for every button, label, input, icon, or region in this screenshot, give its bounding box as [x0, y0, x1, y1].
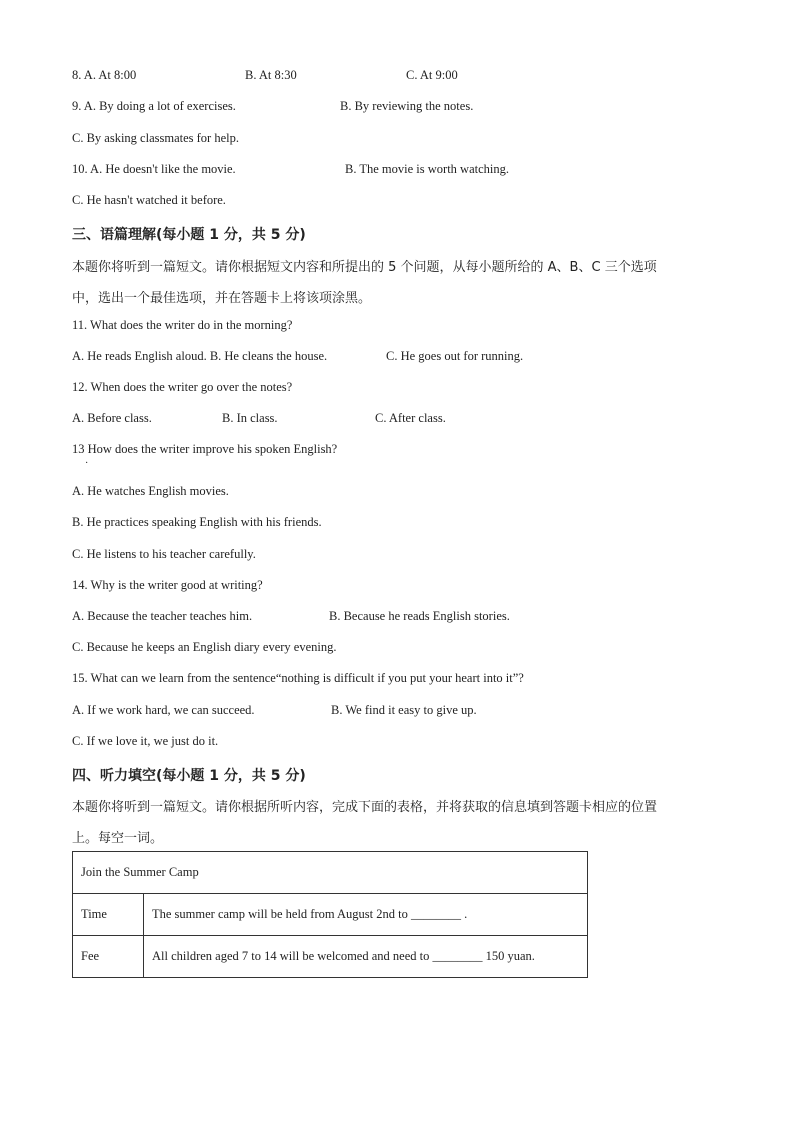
q13-option-c: C. He listens to his teacher carefully. — [72, 547, 256, 561]
q14-option-a: A. Because the teacher teaches him. — [72, 609, 253, 623]
q11-question: 11. What does the writer do in the morning? — [72, 318, 293, 332]
q13-question: 13 How does the writer improve his spoken English? — [72, 442, 338, 456]
q15-option-c: C. If we love it, we just do it. — [72, 734, 219, 748]
row-text-fee: All children aged 7 to 14 will be welcomed and need to ________ 150 yuan. — [144, 936, 588, 978]
q9-option-b: B. By reviewing the notes. — [340, 99, 474, 113]
section3-instructions-line1: 本题你将听到一篇短文。请你根据短文内容和所提出的 5 个问题，从每小题所给的 A、B、C 三个选项 — [72, 260, 657, 275]
q14-option-c: C. Because he keeps an English diary every evening. — [72, 640, 337, 654]
summer-camp-table — [72, 851, 588, 978]
section4-instructions-line2: 上。每空一词。 — [72, 831, 164, 846]
q15-question: 15. What can we learn from the sentence“nothing is difficult if you put your heart into it”? — [72, 671, 524, 685]
section3-heading: 三、语篇理解(每小题 1 分，共 5 分) — [72, 227, 306, 243]
q8-option-a: 8. A. At 8:00 — [72, 68, 137, 82]
q14-question: 14. Why is the writer good at writing? — [72, 578, 263, 592]
q12-option-a: A. Before class. — [72, 411, 152, 425]
section3-instructions-line2: 中，选出一个最佳选项，并在答题卡上将该项涂黑。 — [72, 291, 372, 306]
q8-option-c: C. At 9:00 — [406, 68, 458, 82]
q10-option-a: 10. A. He doesn't like the movie. — [72, 162, 236, 176]
q10-option-b: B. The movie is worth watching. — [345, 162, 509, 176]
section4-heading: 四、听力填空(每小题 1 分，共 5 分) — [72, 768, 306, 784]
q12-option-b: B. In class. — [222, 411, 278, 425]
q9-option-c: C. By asking classmates for help. — [72, 131, 239, 145]
q10-option-c: C. He hasn't watched it before. — [72, 193, 226, 207]
q12-option-c: C. After class. — [375, 411, 446, 425]
q8-option-b: B. At 8:30 — [245, 68, 297, 82]
q9-option-a: 9. A. By doing a lot of exercises. — [72, 99, 236, 113]
table-title-row — [73, 852, 588, 894]
q11-options-ab: A. He reads English aloud. B. He cleans the house. — [72, 349, 328, 363]
table-title: Join the Summer Camp — [73, 852, 588, 894]
q13-stray-dot: · — [85, 458, 89, 469]
q15-option-a: A. If we work hard, we can succeed. — [72, 703, 255, 717]
q13-option-b: B. He practices speaking English with his friends. — [72, 515, 322, 529]
section4-instructions-line1: 本题你将听到一篇短文。请你根据所听内容，完成下面的表格，并将获取的信息填到答题卡相应的位置 — [72, 800, 658, 815]
row-text-time: The summer camp will be held from August 2nd to ________ . — [144, 894, 588, 936]
q11-option-c: C. He goes out for running. — [386, 349, 524, 363]
q13-option-a: A. He watches English movies. — [72, 484, 229, 498]
table-row — [73, 894, 588, 936]
q15-option-b: B. We find it easy to give up. — [331, 703, 477, 717]
q12-question: 12. When does the writer go over the notes? — [72, 380, 293, 394]
row-label-time: Time — [73, 894, 144, 936]
row-label-fee: Fee — [73, 936, 144, 978]
table-row — [73, 936, 588, 978]
q14-option-b: B. Because he reads English stories. — [329, 609, 510, 623]
